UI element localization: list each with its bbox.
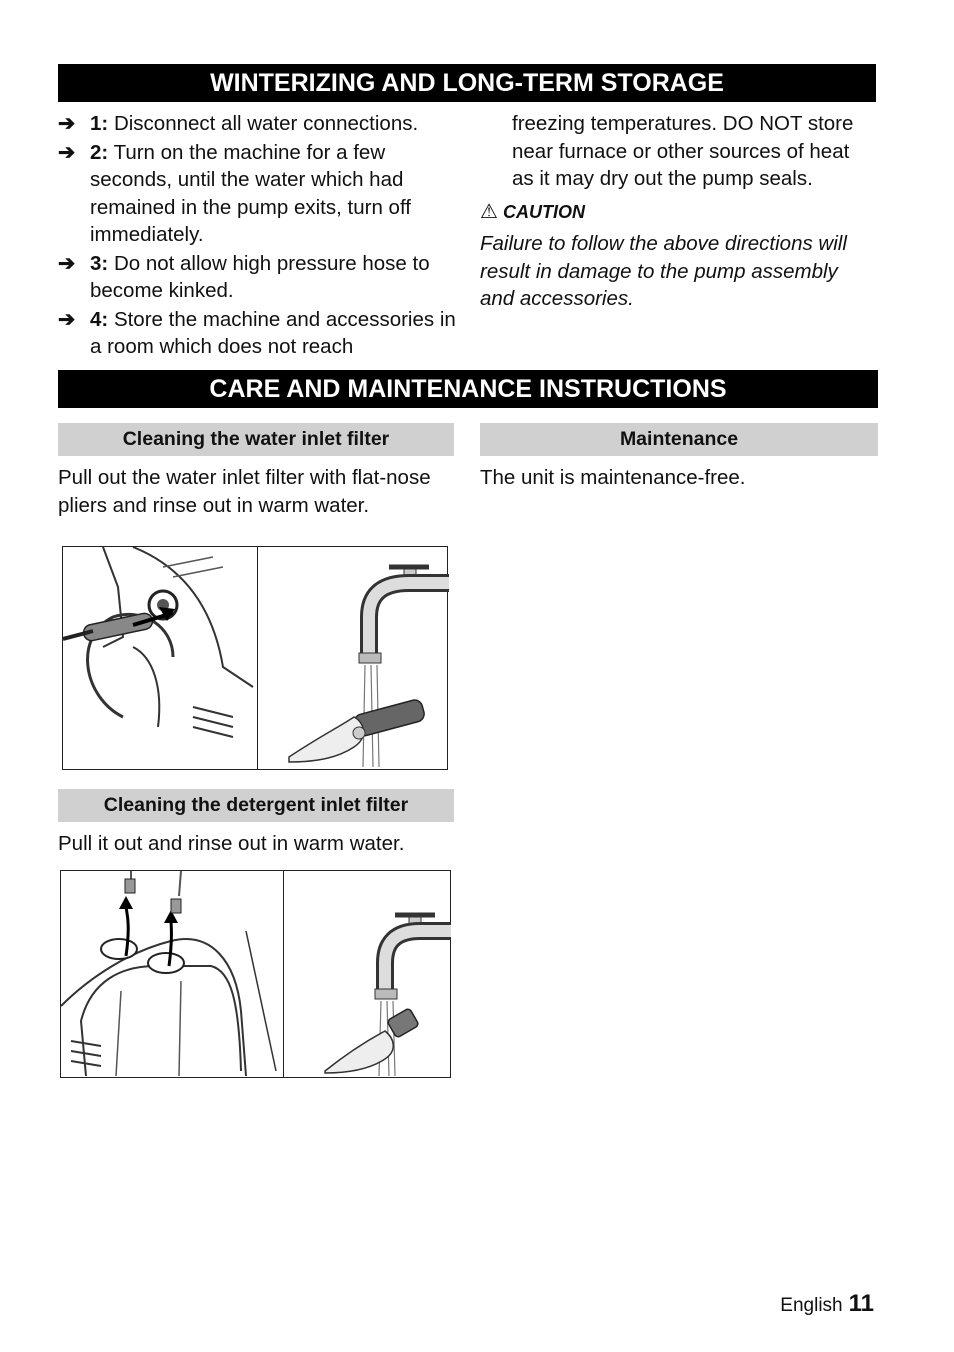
- section-title-care: CARE AND MAINTENANCE INSTRUCTIONS: [58, 370, 878, 408]
- step-number: 2:: [90, 140, 109, 164]
- step-item: [58, 250, 458, 305]
- faucet-rinse-icon: [259, 547, 449, 767]
- warning-triangle-icon: ⚠: [480, 200, 498, 223]
- step-item: [58, 306, 458, 361]
- step-text: Store the machine and accessories in a room which does not reach: [90, 307, 456, 358]
- subheading-maintenance: Maintenance: [480, 423, 878, 456]
- arrow-right-icon: ➔: [58, 140, 76, 164]
- arrow-right-icon: ➔: [58, 112, 76, 135]
- step-continuation: freezing temperatures. DO NOT store near furnace or other sources of heat as it may dry out the pump seals.: [512, 112, 854, 190]
- arrow-right-icon: ➔: [58, 251, 76, 275]
- footer-language: English: [780, 1295, 843, 1316]
- step-number: 1:: [90, 112, 109, 135]
- step-text: Disconnect all water connections.: [113, 112, 419, 135]
- detergent-filter-text: Pull it out and rinse out in warm water.: [58, 832, 405, 855]
- caution-heading: [480, 199, 876, 227]
- step-item: [58, 139, 458, 249]
- step-item: [58, 110, 458, 138]
- steps-list: [58, 110, 458, 362]
- maintenance-text: The unit is maintenance-free.: [480, 466, 746, 489]
- section-title-winterizing: WINTERIZING AND LONG-TERM STORAGE: [58, 64, 876, 102]
- right-column: [480, 110, 876, 313]
- detergent-tank-icon: [61, 871, 281, 1076]
- water-filter-text: Pull out the water inlet filter with flat-nose pliers and rinse out in warm water.: [58, 466, 431, 517]
- arrow-right-icon: ➔: [58, 307, 76, 331]
- caution-text: Failure to follow the above directions will result in damage to the pump assembly and accessories.: [480, 232, 847, 310]
- page-number: 11: [848, 1290, 874, 1317]
- pliers-filter-icon: [63, 547, 255, 767]
- step-text: Turn on the machine for a few seconds, until the water which had remained in the pump exits, turn off immediately.: [90, 140, 411, 246]
- water-filter-illustration: [62, 546, 448, 770]
- faucet-rinse-icon: [285, 871, 451, 1076]
- detergent-filter-illustration: [60, 870, 451, 1078]
- step-number: 4:: [90, 307, 109, 331]
- subheading-water-filter: Cleaning the water inlet filter: [58, 423, 454, 456]
- caution-label: CAUTION: [502, 201, 585, 222]
- step-text: Do not allow high pressure hose to become kinked.: [90, 251, 430, 302]
- step-number: 3:: [90, 251, 109, 275]
- page-footer: [780, 1290, 874, 1318]
- subheading-detergent-filter: Cleaning the detergent inlet filter: [58, 789, 454, 822]
